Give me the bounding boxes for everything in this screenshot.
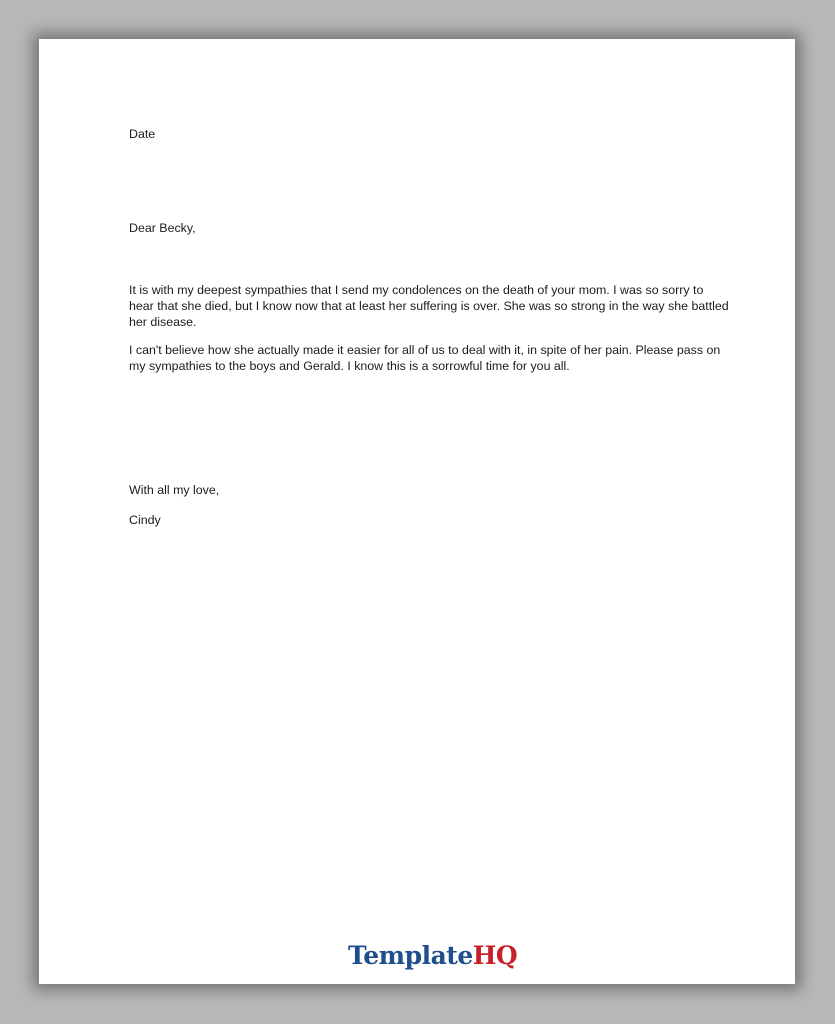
closing-line: With all my love,	[129, 483, 220, 497]
letter-page	[39, 39, 795, 984]
templatehq-logo	[348, 937, 518, 975]
body-paragraph-2: I can't believe how she actually made it easier for all of us to deal with it, in spite of her pain. Please pass on my sympathies to the boys and Gerald. I know this is a sorrowful time for you all.	[129, 343, 721, 373]
greeting: Dear Becky,	[129, 221, 196, 235]
body-paragraph-1: It is with my deepest sympathies that I send my condolences on the death of your mom. I was so sorry to hear that she died, but I know now that at least her suffering is over. She was so strong in the way she battled her disease.	[129, 283, 729, 329]
signature: Cindy	[129, 513, 161, 527]
date-line: Date	[129, 127, 156, 141]
logo-template-text: Template	[348, 941, 473, 970]
logo-hq-text: HQ	[472, 941, 518, 970]
